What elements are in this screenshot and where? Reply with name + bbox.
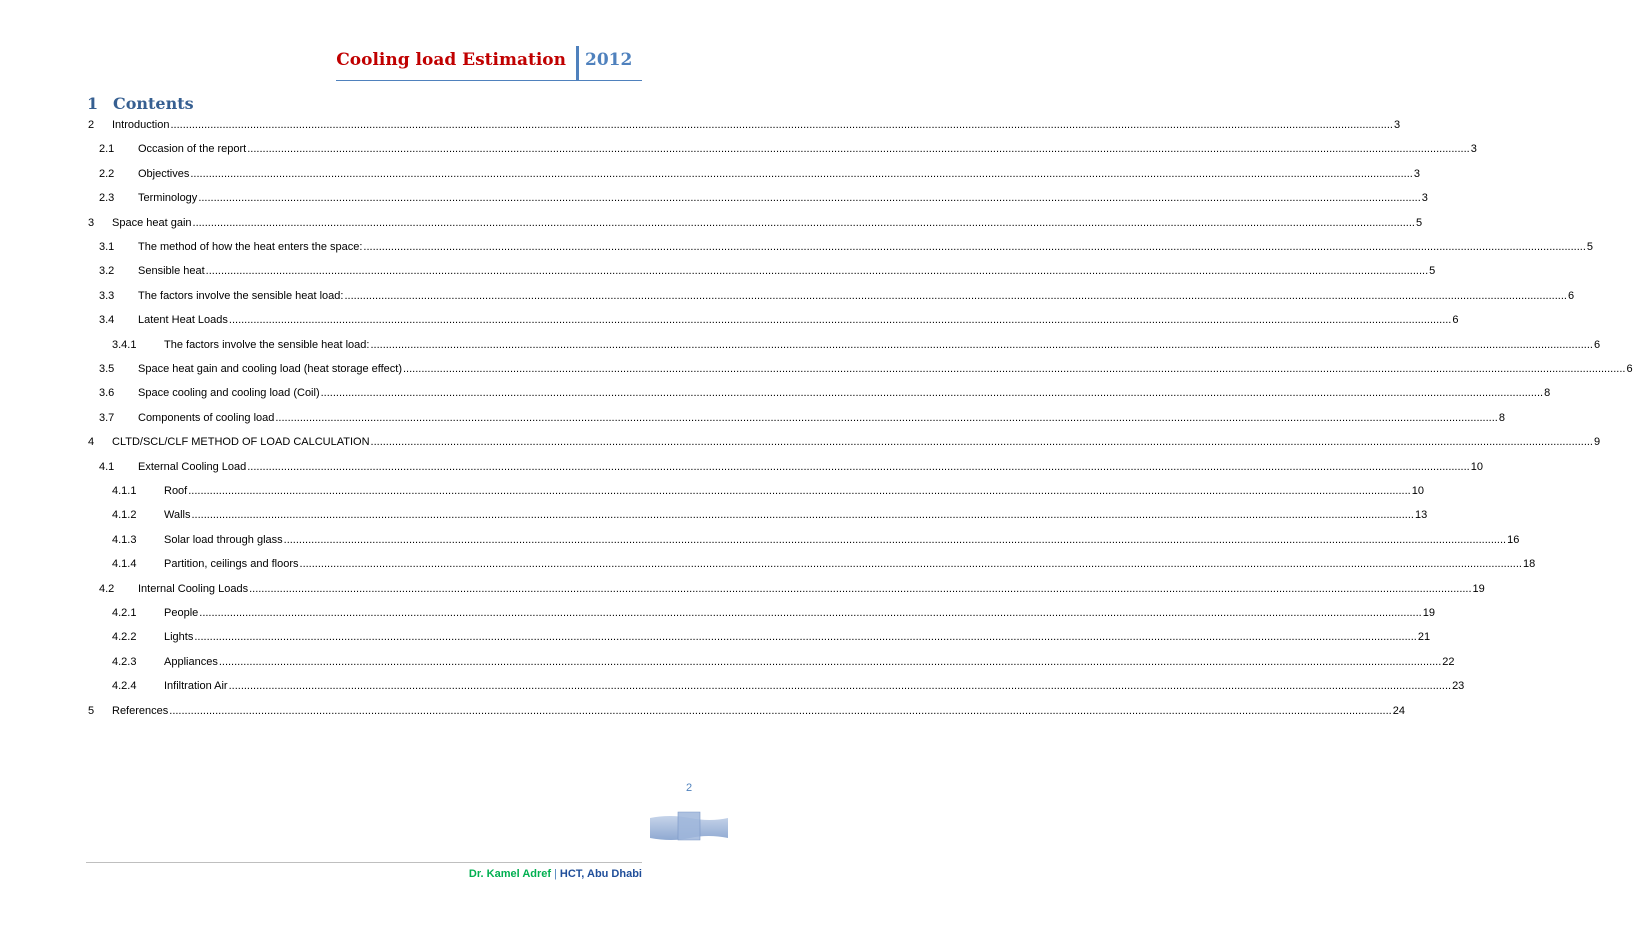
toc-entry-page[interactable]: 8: [1544, 387, 1551, 400]
toc-entry[interactable]: [0, 482, 1424, 498]
toc-entry[interactable]: [0, 506, 1428, 522]
toc-leader-dots: ................................................................................................................................................................................................................................................................................................................................................................................................................: [191, 509, 1414, 522]
toc-heading: [87, 94, 194, 113]
toc-entry-page[interactable]: 3: [1413, 167, 1420, 180]
toc-entry-page[interactable]: 10: [1470, 460, 1483, 473]
toc-entry-number: 4.1.4: [112, 558, 137, 571]
toc-entry-title[interactable]: Walls: [164, 509, 191, 522]
toc-entry[interactable]: [0, 433, 1601, 449]
toc-entry-title[interactable]: The method of how the heat enters the space:: [138, 241, 363, 253]
toc-leader-dots: ................................................................................................................................................................................................................................................................................................................................................................................................................: [170, 119, 1393, 131]
toc-entry-number: 5: [88, 704, 95, 717]
toc-entry-number: 4.1.1: [112, 485, 137, 497]
toc-entry-title[interactable]: Lights: [164, 631, 194, 644]
toc-leader-dots: ................................................................................................................................................................................................................................................................................................................................................................................................................: [299, 558, 1522, 571]
toc-entry-title[interactable]: Space cooling and cooling load (Coil): [138, 387, 320, 400]
toc-leader-dots: ................................................................................................................................................................................................................................................................................................................................................................................................................: [192, 216, 1415, 229]
toc-entry-title[interactable]: Infiltration Air: [164, 680, 228, 693]
toc-leader-dots: ................................................................................................................................................................................................................................................................................................................................................................................................................: [218, 655, 1442, 668]
toc-entry-title[interactable]: The factors involve the sensible heat load:: [138, 289, 344, 302]
toc-leader-dots: ................................................................................................................................................................................................................................................................................................................................................................................................................: [228, 314, 1452, 327]
toc-entry-page[interactable]: 5: [1429, 265, 1436, 278]
toc-entry-number: 4.1.3: [112, 533, 137, 546]
toc-entry[interactable]: [0, 702, 1405, 718]
page-header: [0, 46, 728, 80]
toc-entry-number: 2: [88, 119, 95, 131]
toc-leader-dots: ................................................................................................................................................................................................................................................................................................................................................................................................................: [247, 460, 1470, 473]
toc-entry-page[interactable]: 23: [1452, 680, 1465, 693]
toc-entry-page[interactable]: 5: [1586, 241, 1594, 253]
toc-entry-page[interactable]: 3: [1470, 143, 1477, 156]
toc-entry-title[interactable]: Space heat gain and cooling load (heat storage effect): [138, 363, 402, 375]
toc-entry-number: 3.2: [99, 265, 115, 278]
toc-entry[interactable]: [0, 287, 1575, 303]
toc-entry[interactable]: [0, 653, 1455, 669]
toc-entry-page[interactable]: 3: [1393, 119, 1401, 131]
page-number: 2: [686, 782, 693, 794]
toc-entry[interactable]: [0, 262, 1436, 278]
toc-entry-page[interactable]: 6: [1567, 289, 1575, 302]
toc-entry-number: 4.1.2: [112, 509, 137, 522]
toc-entry-title[interactable]: Latent Heat Loads: [138, 314, 228, 327]
toc-entry-title[interactable]: Introduction: [112, 119, 170, 131]
toc-entry-number: 3.5: [99, 363, 115, 375]
toc-entry-number: 3: [88, 216, 95, 229]
toc-entry-page[interactable]: 10: [1411, 485, 1424, 497]
page-corner-icon: [650, 812, 728, 840]
toc-leader-dots: ................................................................................................................................................................................................................................................................................................................................................................................................................: [198, 192, 1421, 205]
toc-entry-title[interactable]: External Cooling Load: [138, 460, 247, 473]
toc-entry[interactable]: [0, 336, 1601, 352]
toc-entry-page[interactable]: 9: [1594, 436, 1601, 449]
toc-entry[interactable]: [0, 628, 1431, 644]
toc-entry-number: 4.2.4: [112, 680, 137, 693]
toc-entry[interactable]: [0, 238, 1594, 254]
header-rule: [336, 80, 642, 81]
toc-entry[interactable]: [0, 531, 1520, 547]
toc-entry[interactable]: [0, 555, 1536, 571]
toc-entry-title[interactable]: CLTD/SCL/CLF METHOD OF LOAD CALCULATION: [112, 436, 370, 449]
toc-entry[interactable]: [0, 580, 1485, 596]
toc-entry[interactable]: [0, 384, 1551, 400]
toc-entry-number: 4.2.3: [112, 655, 137, 668]
toc-leader-dots: ................................................................................................................................................................................................................................................................................................................................................................................................................: [402, 363, 1626, 375]
toc-leader-dots: ................................................................................................................................................................................................................................................................................................................................................................................................................: [249, 582, 1472, 595]
toc-entry-title[interactable]: Solar load through glass: [164, 533, 283, 546]
toc-entry-number: 3.6: [99, 387, 115, 400]
toc-entry-page[interactable]: 16: [1507, 533, 1520, 546]
toc-entry[interactable]: [0, 311, 1459, 327]
footer-author: Dr. Kamel Adref: [468, 868, 552, 880]
header-divider: [576, 46, 579, 80]
footer-rule: [86, 862, 642, 863]
toc-entry-title[interactable]: Terminology: [138, 192, 198, 205]
toc-leader-dots: ................................................................................................................................................................................................................................................................................................................................................................................................................: [275, 411, 1498, 424]
toc-entry[interactable]: [0, 604, 1435, 620]
toc-leader-dots: ................................................................................................................................................................................................................................................................................................................................................................................................................: [188, 485, 1411, 497]
toc-leader-dots: ................................................................................................................................................................................................................................................................................................................................................................................................................: [370, 338, 1593, 351]
toc-entry-number: 3.3: [99, 289, 115, 302]
toc-entry-title[interactable]: Components of cooling load: [138, 411, 275, 424]
toc-entry[interactable]: [0, 116, 1401, 132]
toc-entry-page[interactable]: 6: [1452, 314, 1459, 327]
toc-entry-number: 4.2: [99, 582, 115, 595]
toc-entry-page[interactable]: 22: [1442, 655, 1455, 668]
toc-leader-dots: ................................................................................................................................................................................................................................................................................................................................................................................................................: [247, 143, 1470, 156]
toc-leader-dots: ................................................................................................................................................................................................................................................................................................................................................................................................................: [363, 241, 1586, 253]
toc-leader-dots: ................................................................................................................................................................................................................................................................................................................................................................................................................: [199, 607, 1422, 619]
toc-entry-title[interactable]: People: [164, 607, 199, 619]
footer-organization: HCT, Abu Dhabi: [559, 868, 642, 880]
toc-entry[interactable]: [0, 189, 1428, 205]
page-footer: [469, 868, 642, 880]
toc-entry-page[interactable]: 6: [1593, 338, 1601, 351]
toc-entry-title[interactable]: Objectives: [138, 167, 190, 180]
toc-entry[interactable]: [0, 140, 1477, 156]
toc-entry-page[interactable]: 24: [1392, 704, 1405, 717]
toc-entry-page[interactable]: 13: [1414, 509, 1428, 522]
toc-entry[interactable]: [0, 214, 1423, 230]
toc-entry-number: 3.7: [99, 411, 115, 424]
toc-entry-page[interactable]: 6: [1626, 363, 1633, 375]
toc-entry-title[interactable]: Roof: [164, 485, 188, 497]
toc-entry-title[interactable]: The factors involve the sensible heat load:: [164, 338, 370, 351]
toc-entry-page[interactable]: 19: [1472, 582, 1485, 595]
toc-leader-dots: ................................................................................................................................................................................................................................................................................................................................................................................................................: [194, 631, 1417, 644]
toc-entry-title[interactable]: References: [112, 704, 169, 717]
toc-entry-title[interactable]: Internal Cooling Loads: [138, 582, 249, 595]
toc-entry-page[interactable]: 3: [1421, 192, 1428, 205]
toc-entry-title[interactable]: Space heat gain: [112, 216, 192, 229]
document-title: Cooling load Estimation: [336, 50, 566, 70]
toc-entry-page[interactable]: 8: [1498, 411, 1505, 424]
toc-heading-number: 1: [87, 94, 99, 113]
toc-entry[interactable]: [0, 458, 1483, 474]
toc-heading-text: Contents: [113, 94, 194, 113]
footer-separator: |: [554, 868, 557, 880]
toc-leader-dots: ................................................................................................................................................................................................................................................................................................................................................................................................................: [169, 704, 1392, 717]
toc-entry-number: 4.2.2: [112, 631, 137, 644]
toc-leader-dots: ................................................................................................................................................................................................................................................................................................................................................................................................................: [320, 387, 1544, 400]
toc-entry[interactable]: [0, 165, 1420, 181]
toc-entry-page[interactable]: 18: [1522, 558, 1536, 571]
toc-entry-title[interactable]: Sensible heat: [138, 265, 205, 278]
toc-leader-dots: ................................................................................................................................................................................................................................................................................................................................................................................................................: [370, 436, 1593, 449]
toc-entry-title[interactable]: Occasion of the report: [138, 143, 247, 156]
toc-entry[interactable]: [0, 409, 1505, 425]
toc-entry-number: 4.1: [99, 460, 115, 473]
toc-entry-page[interactable]: 5: [1415, 216, 1423, 229]
toc-entry-number: 4: [88, 436, 95, 449]
toc-leader-dots: ................................................................................................................................................................................................................................................................................................................................................................................................................: [228, 680, 1452, 693]
toc-entry-number: 3.4: [99, 314, 115, 327]
toc-entry-number: 3.4.1: [112, 338, 137, 351]
toc-entry-number: 2.2: [99, 167, 115, 180]
toc-entry-title[interactable]: Appliances: [164, 655, 218, 668]
toc-entry-page[interactable]: 21: [1417, 631, 1431, 644]
toc-leader-dots: ................................................................................................................................................................................................................................................................................................................................................................................................................: [190, 167, 1413, 180]
toc-entry[interactable]: [0, 677, 1465, 693]
toc-entry-page[interactable]: 19: [1422, 607, 1435, 619]
toc-leader-dots: ................................................................................................................................................................................................................................................................................................................................................................................................................: [344, 289, 1567, 302]
document-year: 2012: [585, 50, 633, 70]
toc-entry[interactable]: [0, 360, 1633, 376]
toc-leader-dots: ................................................................................................................................................................................................................................................................................................................................................................................................................: [205, 265, 1429, 278]
toc-entry-number: 2.1: [99, 143, 115, 156]
toc-entry-number: 2.3: [99, 192, 115, 205]
toc-entry-number: 3.1: [99, 241, 115, 253]
toc-leader-dots: ................................................................................................................................................................................................................................................................................................................................................................................................................: [283, 533, 1507, 546]
toc-entry-number: 4.2.1: [112, 607, 137, 619]
toc-entry-title[interactable]: Partition, ceilings and floors: [164, 558, 299, 571]
